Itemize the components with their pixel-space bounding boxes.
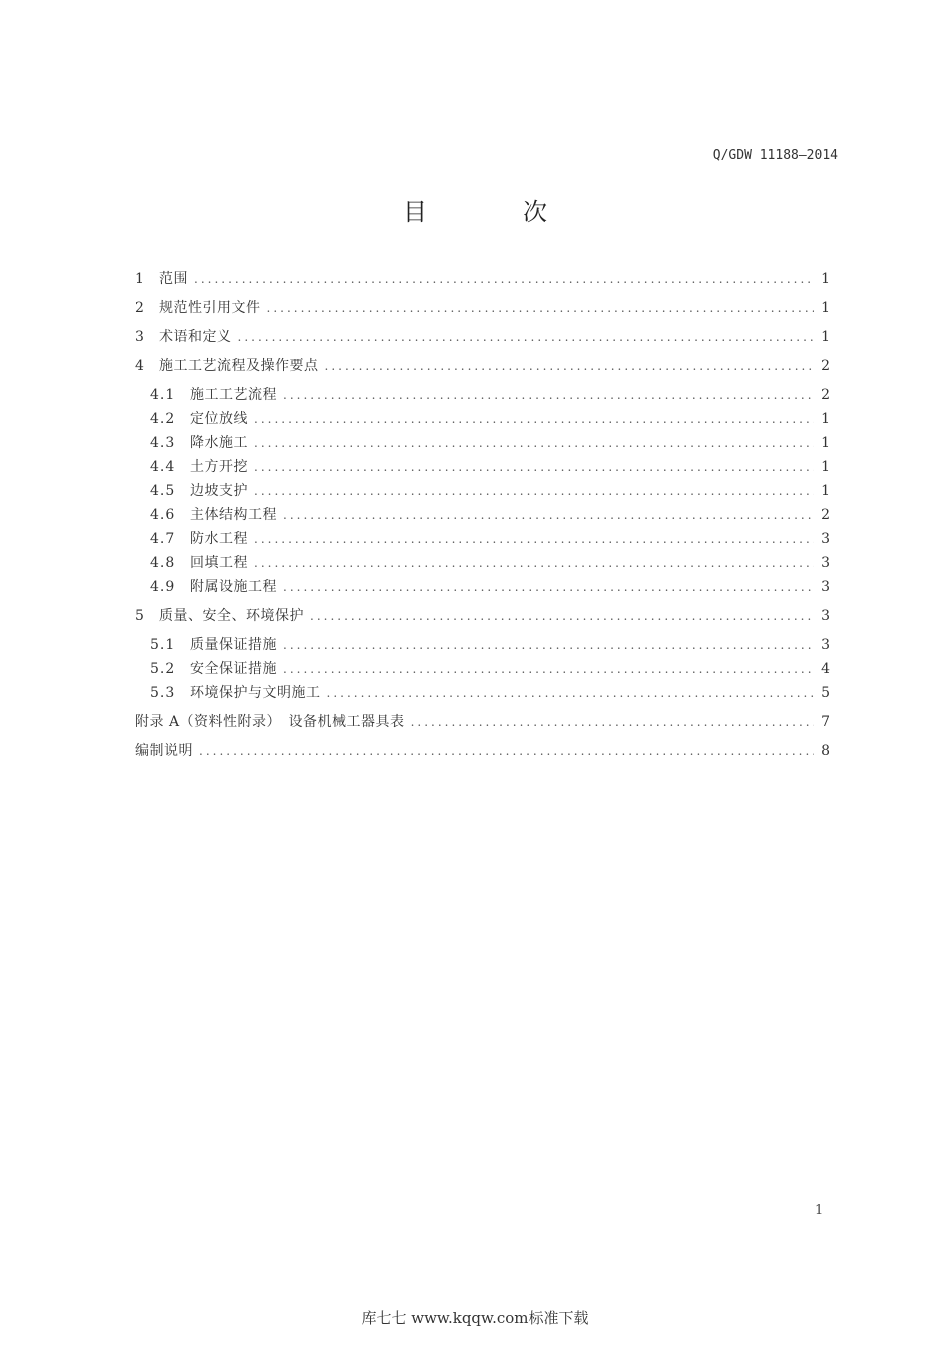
- standard-number: Q/GDW 11188—2014: [712, 148, 838, 163]
- toc-entry-number: 5: [135, 608, 145, 624]
- toc-entry-page: 2: [821, 358, 830, 374]
- dot-leader: [238, 325, 815, 349]
- watermark-text: 库七七 www.kqqw.com标准下载: [361, 1309, 589, 1327]
- toc-entry-page: 1: [821, 300, 830, 316]
- dot-leader: [310, 604, 814, 628]
- dot-leader: [283, 383, 814, 407]
- toc-entry-number: 4.4: [150, 459, 176, 475]
- toc-entry-page: 3: [821, 531, 830, 547]
- toc-entry-label: 规范性引用文件: [159, 300, 261, 316]
- toc-entry-label: 降水施工: [190, 435, 248, 451]
- toc-entry[interactable]: [135, 681, 830, 705]
- toc-entry[interactable]: [135, 710, 830, 734]
- dot-leader: [254, 407, 814, 431]
- toc-entry-page: 2: [821, 387, 830, 403]
- toc-entry[interactable]: [135, 383, 830, 407]
- toc-entry-label: 安全保证措施: [190, 661, 277, 677]
- toc-title-char-1: 目: [403, 198, 427, 226]
- dot-leader: [327, 681, 815, 705]
- dot-leader: [254, 527, 814, 551]
- toc-entry-label: 土方开挖: [190, 459, 248, 475]
- toc-entry-page: 4: [821, 661, 830, 677]
- toc-entry-page: 1: [821, 459, 830, 475]
- dot-leader: [254, 551, 814, 575]
- toc-entry-label: 附属设施工程: [190, 579, 277, 595]
- toc-entry-number: 5.1: [150, 637, 176, 653]
- toc-entry-page: 3: [821, 608, 830, 624]
- dot-leader: [325, 354, 815, 378]
- toc-entry-label: 回填工程: [190, 555, 248, 571]
- toc-entry[interactable]: [135, 407, 830, 431]
- dot-leader: [254, 479, 814, 503]
- dot-leader: [283, 575, 814, 599]
- toc-entry-label: 施工工艺流程: [190, 387, 277, 403]
- toc-entry-number: 4: [135, 358, 145, 374]
- dot-leader: [254, 431, 814, 455]
- dot-leader: [194, 267, 814, 291]
- toc-entry-page: 3: [821, 637, 830, 653]
- toc-entry-number: 4.6: [150, 507, 176, 523]
- dot-leader: [283, 633, 814, 657]
- toc-entry[interactable]: [135, 431, 830, 455]
- toc-entry-label: 范围: [159, 271, 188, 287]
- toc-entry-page: 2: [821, 507, 830, 523]
- toc-entry-number: 4.7: [150, 531, 176, 547]
- dot-leader: [411, 710, 814, 734]
- dot-leader: [267, 296, 815, 320]
- page-number: 1: [815, 1203, 824, 1218]
- dot-leader: [199, 739, 814, 763]
- toc-entry-label: 质量、安全、环境保护: [159, 608, 304, 624]
- dot-leader: [283, 503, 814, 527]
- toc-entry[interactable]: [135, 296, 830, 320]
- toc-entry-number: 4.8: [150, 555, 176, 571]
- toc-entry-page: 1: [821, 483, 830, 499]
- toc-entry-label: 质量保证措施: [190, 637, 277, 653]
- toc-entry-number: 4.5: [150, 483, 176, 499]
- toc-entry-page: 8: [821, 743, 830, 759]
- toc-entry-number: 5.3: [150, 685, 176, 701]
- toc-title-char-2: 次: [523, 198, 547, 226]
- toc-entry[interactable]: [135, 657, 830, 681]
- toc-entry-number: 3: [135, 329, 145, 345]
- dot-leader: [283, 657, 814, 681]
- toc-entry-number: 4.2: [150, 411, 176, 427]
- toc-entry-page: 3: [821, 579, 830, 595]
- toc-entry[interactable]: [135, 354, 830, 378]
- toc-entry-page: 1: [821, 271, 830, 287]
- toc-title: [0, 192, 950, 227]
- toc-entry-label: 附录 A（资料性附录） 设备机械工器具表: [135, 714, 405, 730]
- toc-entry-number: 2: [135, 300, 145, 316]
- toc-entry-number: 4.1: [150, 387, 176, 403]
- toc-entry-label: 编制说明: [135, 743, 193, 759]
- toc-entry-label: 术语和定义: [159, 329, 232, 345]
- toc-entry[interactable]: [135, 503, 830, 527]
- toc-entry-page: 5: [821, 685, 830, 701]
- toc-entry[interactable]: [135, 604, 830, 628]
- toc-entry[interactable]: [135, 455, 830, 479]
- table-of-contents: [135, 267, 830, 763]
- toc-entry-label: 施工工艺流程及操作要点: [159, 358, 319, 374]
- toc-entry[interactable]: [135, 551, 830, 575]
- toc-entry[interactable]: [135, 633, 830, 657]
- toc-entry-number: 1: [135, 271, 145, 287]
- toc-entry-label: 主体结构工程: [190, 507, 277, 523]
- toc-entry[interactable]: [135, 575, 830, 599]
- toc-entry-page: 1: [821, 411, 830, 427]
- toc-entry-page: 1: [821, 329, 830, 345]
- toc-entry-page: 1: [821, 435, 830, 451]
- toc-entry[interactable]: [135, 527, 830, 551]
- dot-leader: [254, 455, 814, 479]
- toc-entry-page: 7: [821, 714, 830, 730]
- toc-entry[interactable]: [135, 739, 830, 763]
- toc-entry-number: 4.3: [150, 435, 176, 451]
- toc-entry[interactable]: [135, 479, 830, 503]
- toc-entry[interactable]: [135, 325, 830, 349]
- toc-entry-label: 定位放线: [190, 411, 248, 427]
- toc-entry-page: 3: [821, 555, 830, 571]
- toc-entry-label: 防水工程: [190, 531, 248, 547]
- toc-entry[interactable]: [135, 267, 830, 291]
- toc-entry-number: 5.2: [150, 661, 176, 677]
- toc-entry-label: 环境保护与文明施工: [190, 685, 321, 701]
- toc-entry-number: 4.9: [150, 579, 176, 595]
- toc-entry-label: 边坡支护: [190, 483, 248, 499]
